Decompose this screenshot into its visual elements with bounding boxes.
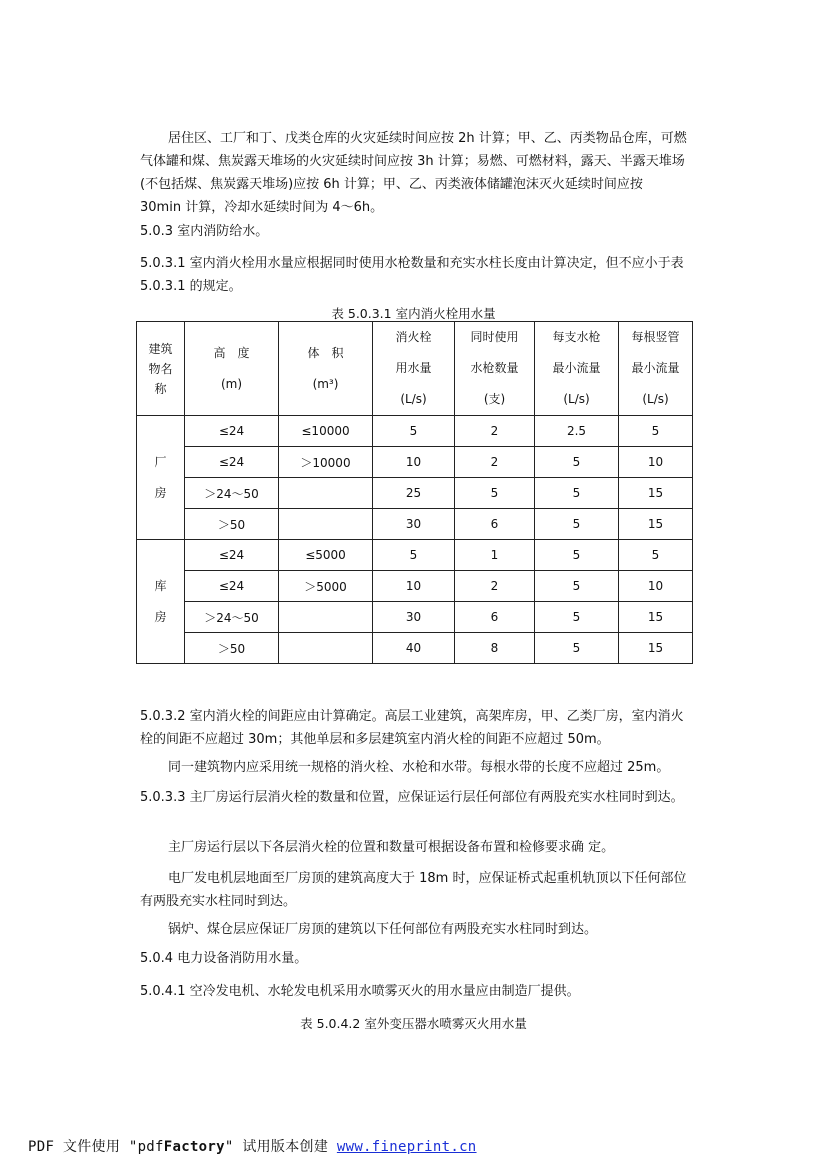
table-cell: 10 (619, 447, 693, 478)
paragraph-boiler: 锅炉、煤仓层应保证厂房顶的建筑以下任何部位有两股充实水柱同时到达。 (168, 922, 598, 937)
table-cell: 5 (535, 540, 619, 571)
table-row (137, 416, 693, 447)
table-cell: 5 (619, 416, 693, 447)
header-hydrant-flow: 消火栓 用水量 (L/s) (373, 322, 455, 416)
table-cell: 5 (535, 478, 619, 509)
pdf-footer (28, 1136, 477, 1156)
table-cell: 2 (455, 416, 535, 447)
table-cell: 5 (455, 478, 535, 509)
table-cell: 5 (535, 571, 619, 602)
table-cell: 6 (455, 602, 535, 633)
table-cell: 5 (373, 540, 455, 571)
table-cell: ≤5000 (279, 540, 373, 571)
header-gun-min-flow: 每支水枪 最小流量 (L/s) (535, 322, 619, 416)
table-cell (279, 509, 373, 540)
table-cell: ≤24 (185, 447, 279, 478)
paragraph-main-building: 主厂房运行层以下各层消火栓的位置和数量可根据设备布置和检修要求确 定。 (168, 840, 615, 855)
table-row (137, 602, 693, 633)
section-5-0-3-1: 5.0.3.1 室内消火栓用水量应根据同时使用水枪数量和充实水柱长度由计算决定，但不应小于表 5.0.3.1 的规定。 (140, 256, 684, 294)
table-row (137, 447, 693, 478)
table-cell: 5 (535, 447, 619, 478)
table-cell: ＞5000 (279, 571, 373, 602)
table-cell: 5 (535, 602, 619, 633)
table-cell: 2 (455, 447, 535, 478)
table-cell: 10 (373, 571, 455, 602)
table-cell (279, 602, 373, 633)
header-pipe-min-flow: 每根竖管 最小流量 (L/s) (619, 322, 693, 416)
table-cell: ＞24～50 (185, 478, 279, 509)
section-5-0-3: 5.0.3 室内消防给水。 (140, 224, 269, 239)
header-simultaneous-guns: 同时使用 水枪数量 (支) (455, 322, 535, 416)
table-cell: 5 (535, 509, 619, 540)
paragraph-fire-duration: 居住区、工厂和丁、戊类仓库的火灾延续时间应按 2h 计算；甲、乙、丙类物品仓库，可燃气体罐和煤、焦炭露天堆场的火灾延续时间应按 3h 计算；易燃、可燃材料，露天、半露天堆场(不包括煤、焦炭露天堆场)应按 6h 计算；甲、乙、丙类液体储罐泡沫灭火延续时间应按 30min 计算，冷却水延续时间为 4～6h。 (140, 131, 687, 215)
table-cell: 15 (619, 478, 693, 509)
table-caption-5-0-3-1: 表 5.0.3.1 室内消火栓用水量 (331, 306, 496, 321)
paragraph-generator-hall: 电厂发电机层地面至厂房顶的建筑高度大于 18m 时，应保证桥式起重机轨顶以下任何部位有两股充实水柱同时到达。 (140, 871, 687, 909)
table-cell: 2.5 (535, 416, 619, 447)
header-height: 高 度 (m) (185, 322, 279, 416)
table-cell: ＞50 (185, 633, 279, 664)
table-cell: ≤24 (185, 540, 279, 571)
table-cell: ＞10000 (279, 447, 373, 478)
section-5-0-4-1: 5.0.4.1 空冷发电机、水轮发电机采用水喷雾灭火的用水量应由制造厂提供。 (140, 984, 580, 999)
table-cell: 15 (619, 509, 693, 540)
table-cell: 10 (619, 571, 693, 602)
table-cell: 5 (373, 416, 455, 447)
table-cell: 40 (373, 633, 455, 664)
table-cell: 8 (455, 633, 535, 664)
table-cell: 5 (619, 540, 693, 571)
table-row (137, 571, 693, 602)
group-label-warehouse: 库 房 (137, 540, 185, 664)
header-building: 建筑 物名 称 (137, 322, 185, 416)
section-5-0-3-2: 5.0.3.2 室内消火栓的间距应由计算确定。高层工业建筑，高架库房，甲、乙类厂房，室内消火栓的间距不应超过 30m；其他单层和多层建筑室内消火栓的间距不应超过 50m。 (140, 709, 684, 747)
table-row (137, 478, 693, 509)
table-row (137, 509, 693, 540)
section-5-0-4: 5.0.4 电力设备消防用水量。 (140, 951, 308, 966)
table-cell: ≤24 (185, 571, 279, 602)
table-cell (279, 633, 373, 664)
table-cell: ≤10000 (279, 416, 373, 447)
table-row (137, 540, 693, 571)
table-cell: 25 (373, 478, 455, 509)
table-row (137, 633, 693, 664)
table-cell (279, 478, 373, 509)
footer-middle: " 试用版本创建 (224, 1139, 337, 1155)
table-cell: ＞50 (185, 509, 279, 540)
section-5-0-3-3: 5.0.3.3 主厂房运行层消火栓的数量和位置，应保证运行层任何部位有两股充实水柱同时到达。 (140, 790, 684, 805)
footer-brand: Factory (163, 1139, 225, 1155)
table-cell: 15 (619, 602, 693, 633)
table-header-row (137, 322, 693, 416)
table-cell: 30 (373, 602, 455, 633)
table-cell: 1 (455, 540, 535, 571)
table-cell: 15 (619, 633, 693, 664)
footer-prefix: PDF 文件使用 "pdf (28, 1139, 164, 1155)
group-label-factory: 厂 房 (137, 416, 185, 540)
footer-link[interactable]: www.fineprint.cn (336, 1139, 477, 1155)
indoor-hydrant-table (136, 321, 693, 664)
table-cell: ＞24～50 (185, 602, 279, 633)
table-caption-5-0-4-2: 表 5.0.4.2 室外变压器水喷雾灭火用水量 (300, 1016, 527, 1031)
table-cell: 30 (373, 509, 455, 540)
table-cell: 5 (535, 633, 619, 664)
paragraph-same-spec: 同一建筑物内应采用统一规格的消火栓、水枪和水带。每根水带的长度不应超过 25m。 (168, 760, 670, 775)
table-cell: ≤24 (185, 416, 279, 447)
header-volume: 体 积 (m³) (279, 322, 373, 416)
table-cell: 6 (455, 509, 535, 540)
table-cell: 10 (373, 447, 455, 478)
table-cell: 2 (455, 571, 535, 602)
